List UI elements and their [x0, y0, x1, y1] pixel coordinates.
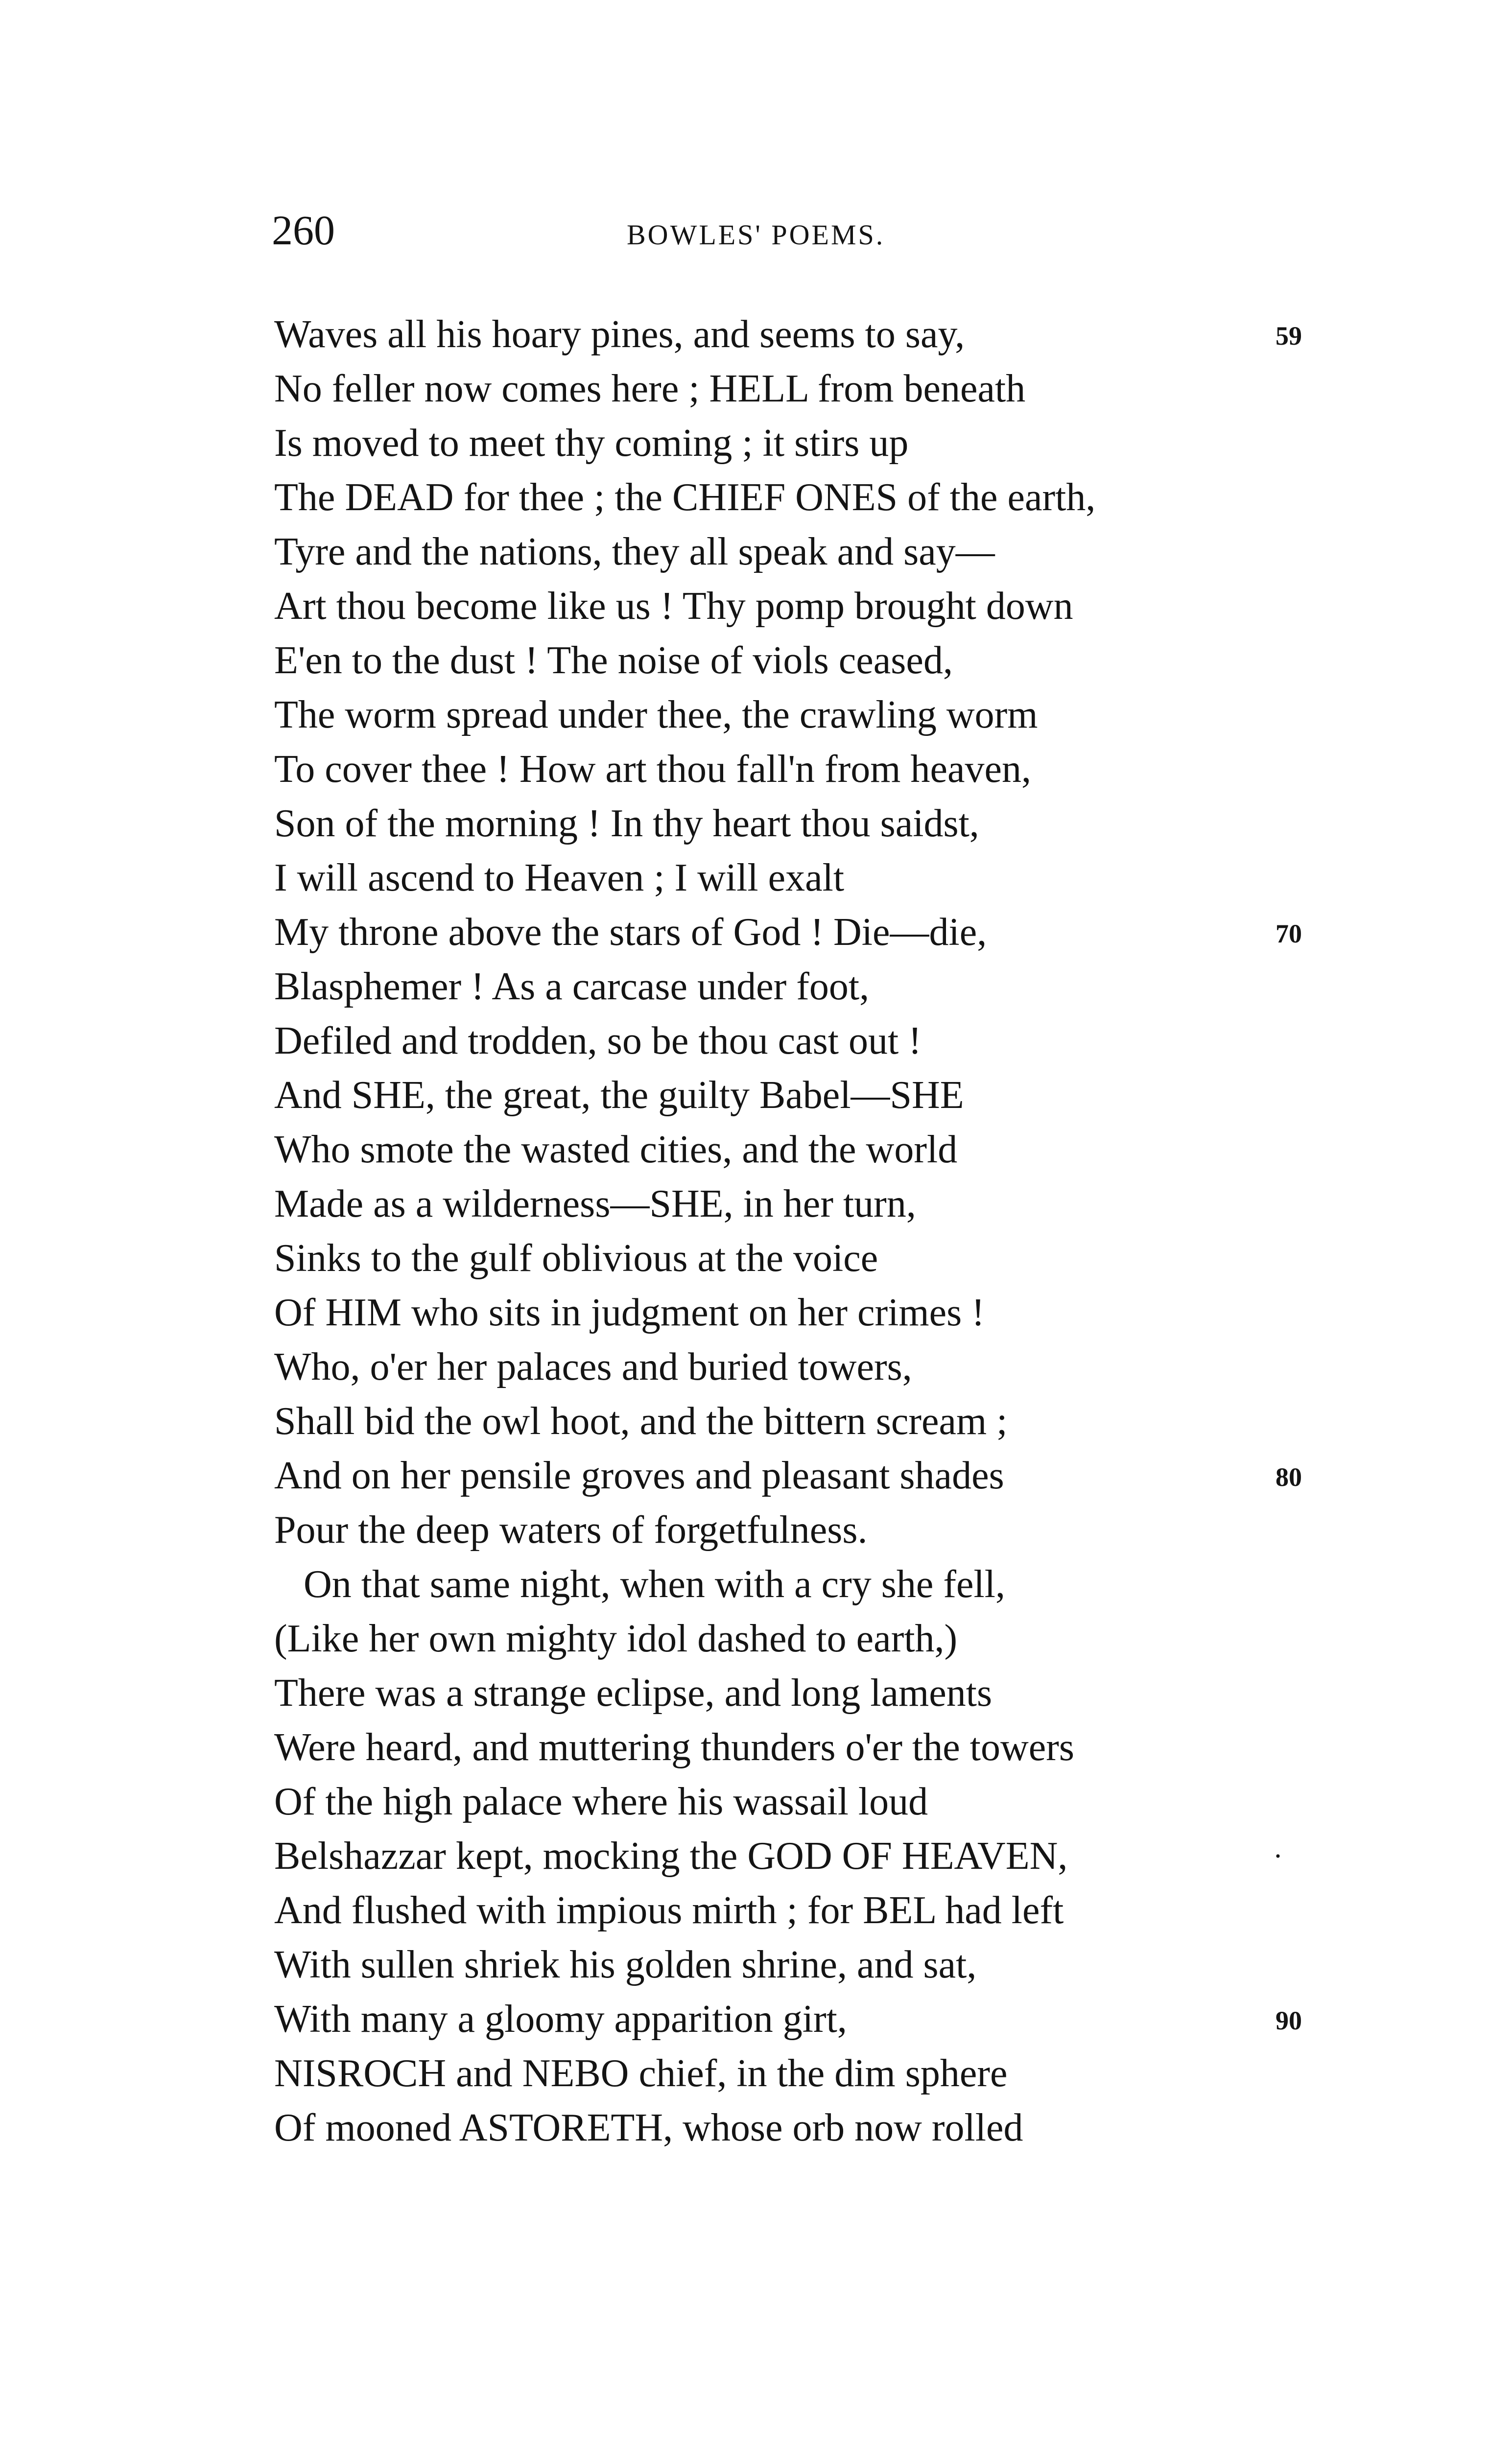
poem-line — [274, 1014, 1400, 1068]
poem-line-text: And flushed with impious mirth ; for BEL had left — [274, 1889, 1064, 1932]
poem-line-text: With sullen shriek his golden shrine, and sat, — [274, 1943, 977, 1986]
poem-line — [274, 742, 1400, 797]
poem-line — [274, 1883, 1400, 1938]
page-header — [0, 206, 1512, 264]
poem-line — [274, 1503, 1400, 1557]
poem-line-text: (Like her own mighty idol dashed to earth,) — [274, 1617, 958, 1660]
poem-line — [274, 1231, 1400, 1286]
poem-line — [274, 1068, 1400, 1123]
poem-line-text: Belshazzar kept, mocking the GOD OF HEAVEN, — [274, 1835, 1068, 1878]
line-number: 90 — [1276, 2006, 1302, 2035]
poem-line — [274, 1938, 1400, 1992]
running-title: BOWLES' POEMS. — [627, 219, 885, 251]
poem-line — [274, 1612, 1400, 1666]
poem-line — [274, 1123, 1400, 1177]
poem-line-text: Shall bid the owl hoot, and the bittern scream ; — [274, 1400, 1008, 1443]
poem-line — [274, 525, 1400, 579]
poem-line — [274, 1992, 1400, 2047]
poem-line-text: Who, o'er her palaces and buried towers, — [274, 1345, 912, 1389]
poem-line-text: The worm spread under thee, the crawling worm — [274, 693, 1038, 736]
poem-line — [274, 416, 1400, 471]
poem-line-text: With many a gloomy apparition girt, — [274, 1998, 847, 2041]
poem-line — [274, 2047, 1400, 2101]
poem-line-text: Who smote the wasted cities, and the world — [274, 1128, 958, 1171]
poem-line — [274, 905, 1400, 960]
poem-line-text: Of HIM who sits in judgment on her crimes ! — [274, 1291, 985, 1334]
poem-line-text: Of the high palace where his wassail loud — [274, 1780, 928, 1823]
poem-line — [274, 307, 1400, 362]
poem-line-text: Blasphemer ! As a carcase under foot, — [274, 965, 870, 1008]
poem-line — [274, 2101, 1400, 2155]
poem-line-text: Defiled and trodden, so be thou cast out ! — [274, 1019, 921, 1062]
page-number: 260 — [272, 207, 335, 254]
poem-line — [274, 1829, 1400, 1883]
poem-line — [274, 1340, 1400, 1394]
poem-line-text: There was a strange eclipse, and long laments — [274, 1671, 992, 1715]
poem-line — [274, 362, 1400, 416]
poem-line-text: NISROCH and NEBO chief, in the dim sphere — [274, 2052, 1008, 2095]
line-number: 70 — [1276, 919, 1302, 948]
poem-line — [274, 1557, 1400, 1612]
poem-line-text: Son of the morning ! In thy heart thou saidst, — [274, 802, 979, 845]
poem-line-text: On that same night, when with a cry she fell, — [304, 1563, 1005, 1606]
poem-line — [274, 851, 1400, 905]
poem-line-text: The DEAD for thee ; the CHIEF ONES of the earth, — [274, 476, 1096, 519]
poem-line — [274, 579, 1400, 634]
poem-line — [274, 1720, 1400, 1775]
poem-line-text: Pour the deep waters of forgetfulness. — [274, 1508, 868, 1552]
poem-line — [274, 1394, 1400, 1449]
poem-text — [274, 307, 1400, 2155]
poem-line — [274, 1775, 1400, 1829]
poem-line — [274, 688, 1400, 742]
poem-line — [274, 1449, 1400, 1503]
poem-line-text: Made as a wilderness—SHE, in her turn, — [274, 1182, 916, 1225]
poem-line-text: E'en to the dust ! The noise of viols ceased, — [274, 639, 953, 682]
poem-line — [274, 960, 1400, 1014]
poem-line-text: Sinks to the gulf oblivious at the voice — [274, 1237, 878, 1280]
poem-line-text: My throne above the stars of God ! Die—die, — [274, 911, 987, 954]
poem-line-text: And SHE, the great, the guilty Babel—SHE — [274, 1074, 964, 1117]
poem-line-text: To cover thee ! How art thou fall'n from heaven, — [274, 748, 1032, 791]
poem-line-text: Were heard, and muttering thunders o'er the towers — [274, 1726, 1075, 1769]
poem-line-text: Art thou become like us ! Thy pomp brought down — [274, 585, 1073, 628]
poem-line — [274, 1177, 1400, 1231]
poem-line-text: Is moved to meet thy coming ; it stirs up — [274, 422, 909, 465]
poem-line — [274, 471, 1400, 525]
poem-line-text: Waves all his hoary pines, and seems to say, — [274, 313, 965, 356]
poem-line-text: And on her pensile groves and pleasant shades — [274, 1454, 1004, 1497]
line-number: 59 — [1276, 321, 1302, 351]
poem-line-text: I will ascend to Heaven ; I will exalt — [274, 856, 845, 899]
poem-line — [274, 1286, 1400, 1340]
poem-line — [274, 1666, 1400, 1720]
margin-mark: · — [1273, 1840, 1283, 1872]
poem-line — [274, 634, 1400, 688]
poem-line-text: Of mooned ASTORETH, whose orb now rolled — [274, 2106, 1023, 2149]
poem-line-text: Tyre and the nations, they all speak and say— — [274, 530, 995, 573]
poem-line — [274, 797, 1400, 851]
line-number: 80 — [1276, 1462, 1302, 1492]
poem-line-text: No feller now comes here ; HELL from beneath — [274, 367, 1026, 410]
